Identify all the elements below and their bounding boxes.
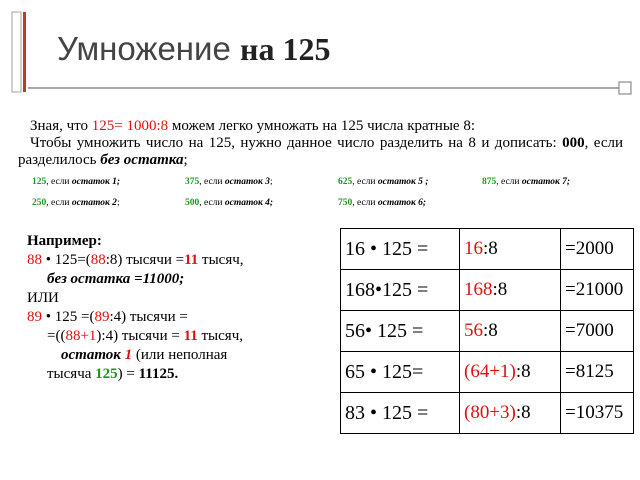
result-cell: =7000 <box>561 311 634 352</box>
result-cell: =10375 <box>561 393 634 434</box>
expression-cell: 83 • 125 = <box>341 393 460 434</box>
case-item: 250, если остаток 2; <box>32 198 120 208</box>
example-line-2: без остатка =11000; <box>47 271 185 287</box>
divider-end-square <box>619 82 631 94</box>
case-item: 625, если остаток 5 ; <box>338 177 429 187</box>
table-row <box>341 311 634 352</box>
title-bold: на 125 <box>240 31 331 67</box>
slide-title <box>57 30 330 68</box>
corner-bar-red <box>23 12 26 92</box>
example-line-1: 88 • 125=(88:8) тысячи =11 тысяч, <box>27 252 244 268</box>
case-item: 125, если остаток 1; <box>32 177 121 187</box>
division-cell: 56:8 <box>460 311 561 352</box>
example-line-5: остаток 1 (или неполная <box>61 347 228 363</box>
division-cell: (80+3):8 <box>460 393 561 434</box>
division-cell: 168:8 <box>460 270 561 311</box>
intro-line-1: Зная, что 125= 1000:8 можем легко умножать на 125 числа кратные 8: <box>30 118 475 134</box>
formula-highlight: 125= 1000:8 <box>91 118 169 134</box>
example-line-4: =((88+1):4) тысячи = 11 тысяч, <box>47 328 243 344</box>
example-or: ИЛИ <box>27 290 59 306</box>
result-cell: =8125 <box>561 352 634 393</box>
case-item: 875, если остаток 7; <box>482 177 571 187</box>
case-item: 375, если остаток 3; <box>185 177 273 187</box>
multiplication-table <box>340 228 634 434</box>
table-row <box>341 352 634 393</box>
example-heading: Например: <box>27 233 102 249</box>
intro-paragraph <box>18 118 623 169</box>
case-item: 500, если остаток 4; <box>185 198 274 208</box>
division-cell: (64+1):8 <box>460 352 561 393</box>
expression-cell: 56• 125 = <box>341 311 460 352</box>
title-text: Умножение <box>57 30 231 67</box>
table-row <box>341 270 634 311</box>
example-block <box>27 232 337 384</box>
division-cell: 16:8 <box>460 229 561 270</box>
expression-cell: 65 • 125= <box>341 352 460 393</box>
intro-line-2: Чтобы умножить число на 125, нужно данное число разделить на 8 и дописать: 000, если разделилось без остатка; <box>18 135 623 168</box>
example-line-3: 89 • 125 =(89:4) тысячи = <box>27 309 188 325</box>
corner-bar-outline <box>12 12 21 92</box>
case-item: 750, если остаток 6; <box>338 198 427 208</box>
table-row <box>341 393 634 434</box>
table-row <box>341 229 634 270</box>
example-line-6: тысяча 125) = 11125. <box>47 366 179 382</box>
expression-cell: 168•125 = <box>341 270 460 311</box>
expression-cell: 16 • 125 = <box>341 229 460 270</box>
result-cell: =2000 <box>561 229 634 270</box>
result-cell: =21000 <box>561 270 634 311</box>
